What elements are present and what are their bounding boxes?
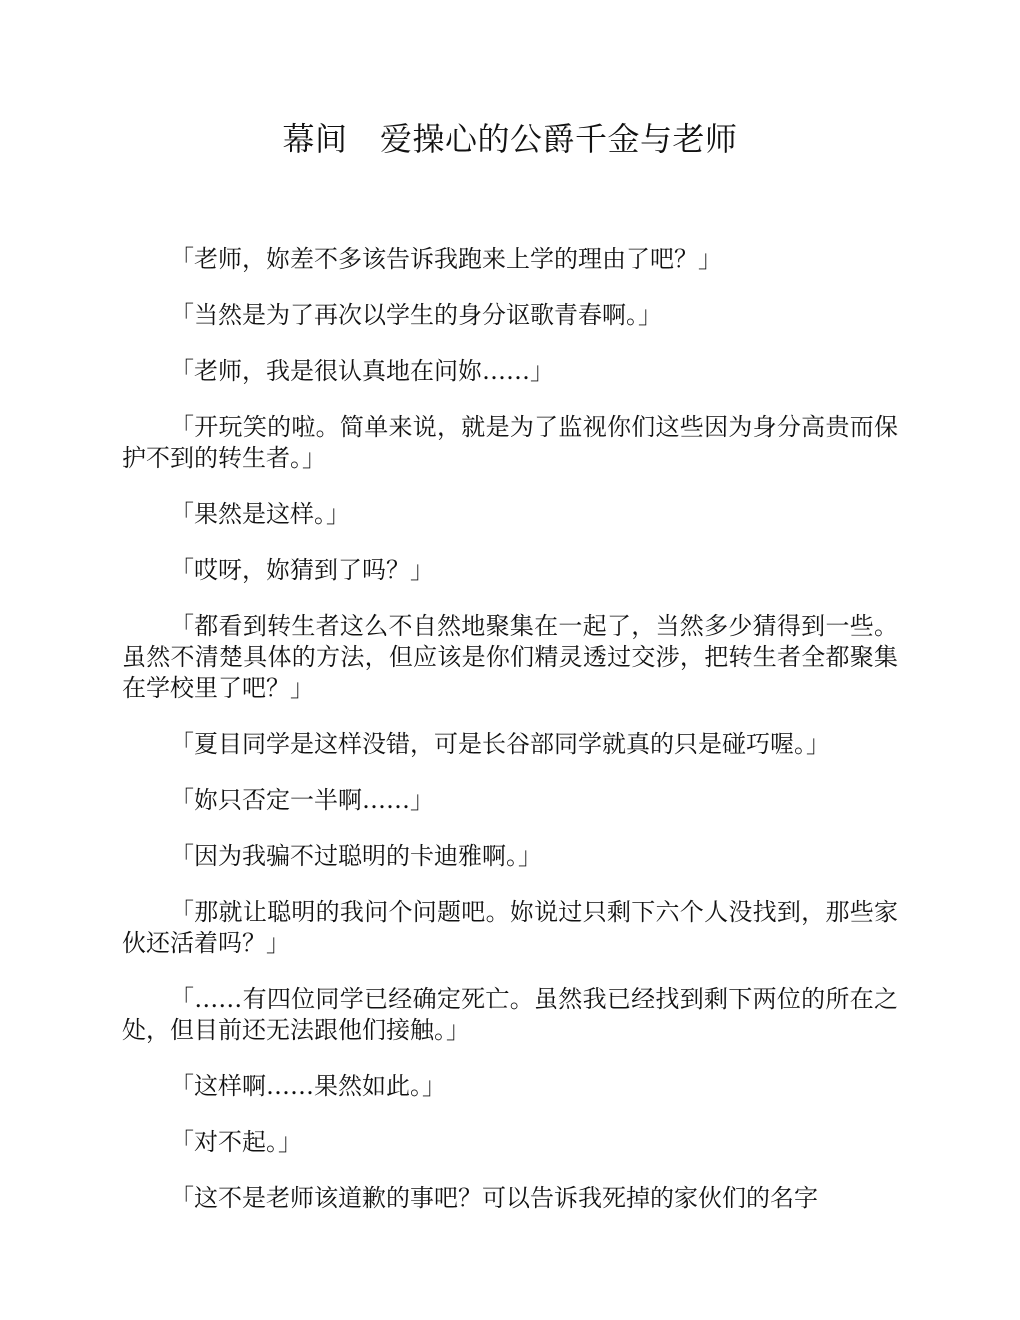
paragraph: 「果然是这样。」 [170,500,350,528]
paragraph: 「当然是为了再次以学生的身分讴歌青春啊。」 [170,301,662,329]
paragraph: 「这样啊……果然如此。」 [170,1072,446,1100]
paragraph: 「夏目同学是这样没错，可是长谷部同学就真的只是碰巧喔。」 [170,730,830,758]
paragraph: 「那就让聪明的我问个问题吧。妳说过只剩下六个人没找到，那些家伙还活着吗？」 [122,898,898,957]
paragraph: 「开玩笑的啦。简单来说，就是为了监视你们这些因为身分高贵而保护不到的转生者。」 [122,413,898,472]
paragraph: 「老师，妳差不多该告诉我跑来上学的理由了吧？」 [170,245,722,273]
paragraph: 「因为我骗不过聪明的卡迪雅啊。」 [170,842,542,870]
paragraph: 「对不起。」 [170,1128,302,1156]
paragraph: 「老师，我是很认真地在问妳……」 [170,357,554,385]
paragraph: 「都看到转生者这么不自然地聚集在一起了，当然多少猜得到一些。虽然不清楚具体的方法，但应该是你们精灵透过交涉，把转生者全都聚集在学校里了吧？」 [122,612,898,702]
chapter-title: 幕间 爱操心的公爵千金与老师 [282,120,738,158]
paragraph: 「……有四位同学已经确定死亡。虽然我已经找到剩下两位的所在之处，但目前还无法跟他们接触。」 [122,985,898,1044]
paragraph: 「这不是老师该道歉的事吧？可以告诉我死掉的家伙们的名字 [170,1184,818,1212]
paragraph: 「哎呀，妳猜到了吗？」 [170,556,434,584]
body-text [122,244,898,1239]
paragraph: 「妳只否定一半啊……」 [170,786,434,814]
